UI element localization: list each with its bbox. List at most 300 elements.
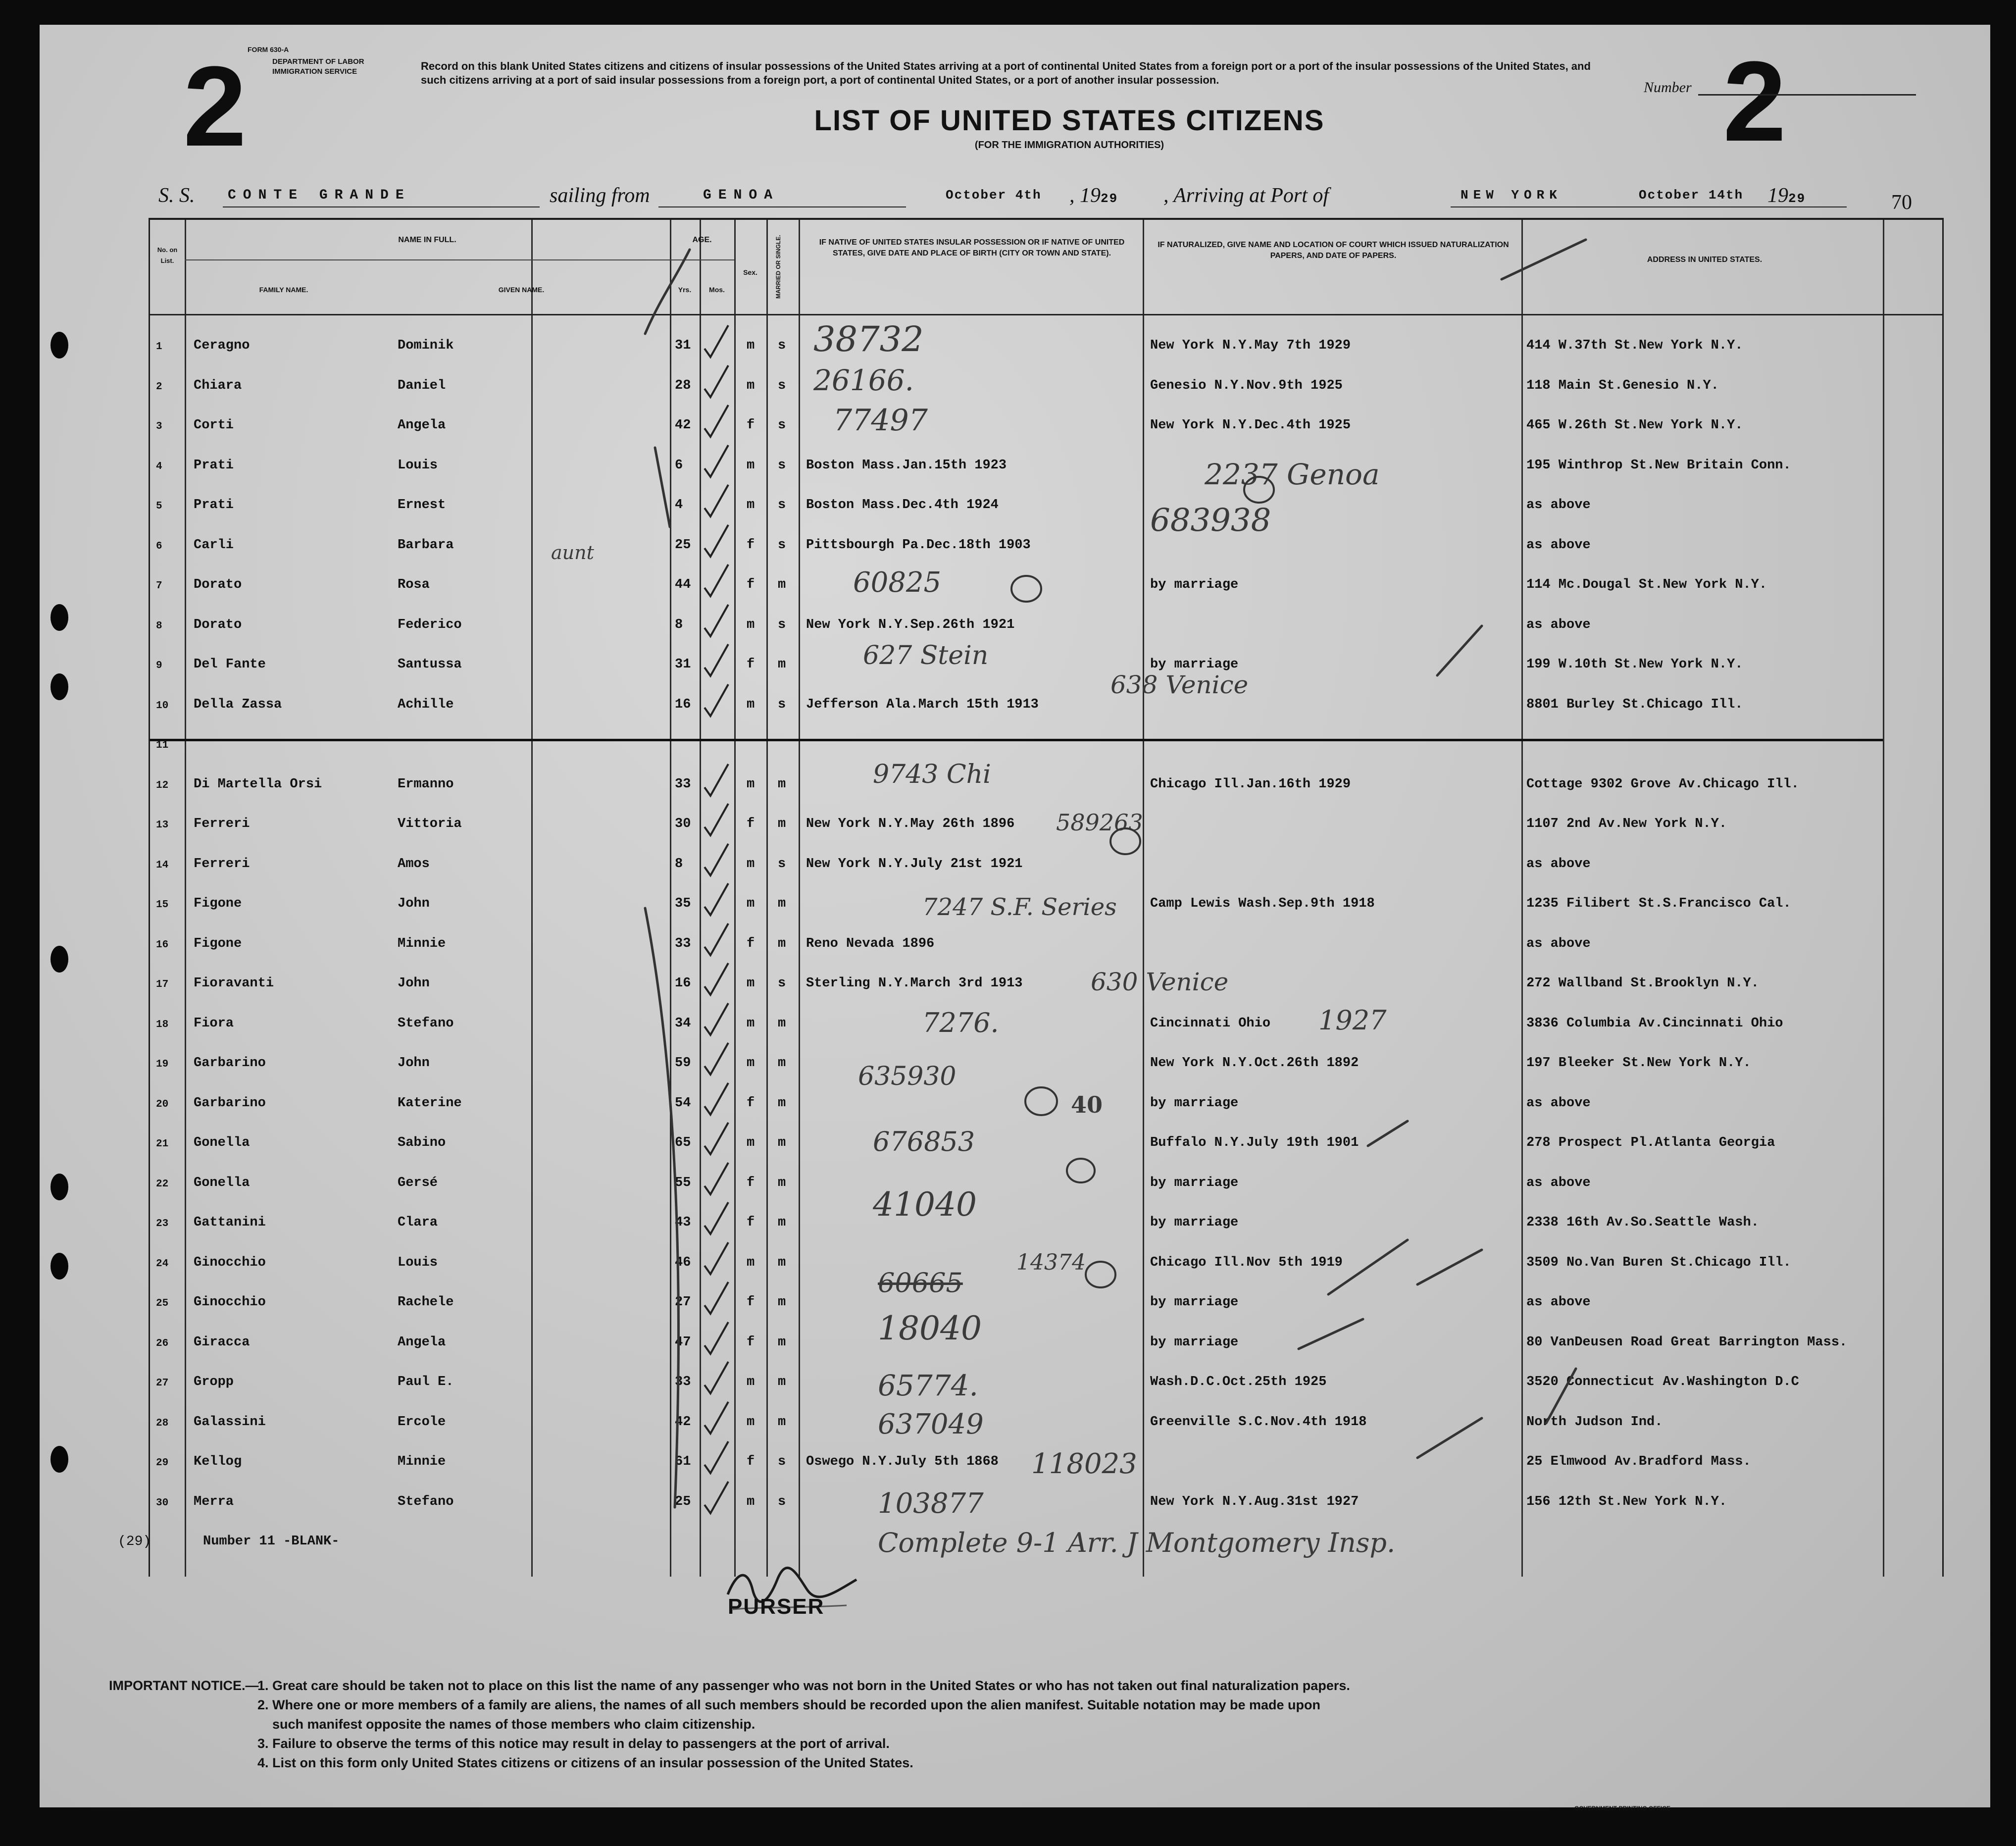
- cell-family: Dorato: [194, 577, 242, 592]
- cell-given: Clara: [398, 1215, 438, 1230]
- cell-yrs: 35: [675, 896, 691, 911]
- cell-yrs: 31: [675, 657, 691, 672]
- cell-birth: New York N.Y.July 21st 1921: [806, 856, 1023, 872]
- cell-sex: m: [747, 338, 755, 353]
- handwritten-r3: 77497: [833, 403, 928, 438]
- year-prefix-to: 19: [1767, 184, 1788, 207]
- cell-no: 2: [156, 381, 162, 393]
- cell-no: 10: [156, 700, 169, 712]
- cell-yrs: 59: [675, 1056, 691, 1071]
- cell-family: Garbarino: [194, 1095, 266, 1111]
- cell-addr: 1235 Filibert St.S.Francisco Cal.: [1526, 896, 1791, 911]
- cell-sex: f: [747, 817, 755, 831]
- handwritten-r10: 638 Venice: [1110, 670, 1249, 699]
- cell-sex: f: [747, 1175, 755, 1190]
- cell-ms: m: [778, 577, 786, 592]
- cell-family: Fioravanti: [194, 976, 274, 991]
- handwritten-r19: 635930: [858, 1062, 957, 1091]
- cell-ms: m: [778, 1135, 786, 1150]
- cell-yrs: 16: [675, 976, 691, 991]
- cell-addr: as above: [1526, 1175, 1591, 1190]
- cell-given: Federico: [398, 617, 462, 632]
- number-label: Number: [1644, 79, 1692, 96]
- col-naturalized: IF NATURALIZED, GIVE NAME AND LOCATION OF COURT WHICH ISSUED NATURALIZATION PAPERS, AND DATE OF PAPERS.: [1158, 241, 1509, 260]
- cell-addr: as above: [1526, 1095, 1591, 1111]
- cell-given: Sabino: [398, 1135, 446, 1150]
- punch-hole: [50, 332, 68, 359]
- col-sex: Sex.: [743, 268, 757, 276]
- cell-natz: by marriage: [1150, 1095, 1239, 1111]
- cell-given: Minnie: [398, 1454, 446, 1469]
- cell-no: 26: [156, 1337, 169, 1349]
- cell-ms: s: [778, 338, 786, 353]
- voyage-line: S. S. CONTE GRANDE sailing from GENOA October 4th , 1929 , Arriving at Port of NEW YORK October 14th 1929: [153, 186, 1926, 210]
- cell-given: Stefano: [398, 1016, 454, 1031]
- cell-family: Merra: [194, 1494, 234, 1509]
- col-birth: IF NATIVE OF UNITED STATES INSULAR POSSESSION OR IF NATIVE OF UNITED STATES, GIVE DATE AND PLACE OF BIRTH (CITY OR TOWN AND STATE).: [819, 238, 1125, 257]
- punch-hole: [50, 1174, 68, 1200]
- passenger-table: [149, 218, 1944, 1577]
- cell-yrs: 4: [675, 498, 683, 513]
- handwritten-r9: 627 Stein: [863, 641, 989, 670]
- cell-given: Ernest: [398, 498, 446, 513]
- cell-given: Dominik: [398, 338, 454, 353]
- handwritten-r27: 65774.: [878, 1369, 978, 1402]
- cell-sex: m: [747, 1375, 755, 1389]
- cell-ms: s: [778, 856, 786, 872]
- cell-ms: m: [778, 1414, 786, 1430]
- cell-birth: Jefferson Ala.March 15th 1913: [806, 697, 1039, 712]
- cell-addr: as above: [1526, 1295, 1591, 1310]
- cell-family: Della Zassa: [194, 697, 282, 712]
- printer-mark: GOVERNMENT PRINTING OFFICE: [1574, 1805, 1671, 1812]
- cell-ms: s: [778, 378, 786, 393]
- cell-yrs: 33: [675, 776, 691, 792]
- cell-family: Carli: [194, 537, 234, 553]
- cell-birth: Pittsbourgh Pa.Dec.18th 1903: [806, 537, 1031, 553]
- handwritten-r4: 2237 Genoa: [1205, 458, 1380, 491]
- cell-no: 25: [156, 1298, 169, 1309]
- cell-natz: by marriage: [1150, 1334, 1239, 1350]
- cell-given: Angela: [398, 418, 446, 433]
- cell-ms: m: [778, 896, 786, 911]
- handwritten-inspection-note: Complete 9-1 Arr. J Montgomery Insp.: [878, 1527, 1396, 1558]
- cell-family: Kellog: [194, 1454, 242, 1469]
- cell-given: Stefano: [398, 1494, 454, 1509]
- handwritten-r2: 26166.: [813, 363, 914, 397]
- cell-sex: m: [747, 1255, 755, 1270]
- cell-birth: Boston Mass.Jan.15th 1923: [806, 458, 1007, 473]
- col-yrs: Yrs.: [678, 286, 692, 294]
- cell-no: 9: [156, 660, 162, 671]
- pen-strokes: [150, 220, 1942, 1577]
- cell-natz: by marriage: [1150, 577, 1239, 592]
- number-line: [1698, 94, 1916, 96]
- cell-yrs: 54: [675, 1095, 691, 1111]
- cell-family: Ferreri: [194, 856, 250, 872]
- cell-addr: 414 W.37th St.New York N.Y.: [1526, 338, 1743, 353]
- handwritten-r28: 637049: [878, 1408, 984, 1440]
- cell-ms: s: [778, 1454, 786, 1469]
- cell-given: Gersé: [398, 1175, 438, 1190]
- cell-natz: by marriage: [1150, 1215, 1239, 1230]
- cell-sex: f: [747, 1215, 755, 1230]
- cell-family: Gropp: [194, 1375, 234, 1389]
- cell-ms: s: [778, 537, 786, 553]
- cell-yrs: 16: [675, 697, 691, 712]
- cell-no: 22: [156, 1178, 169, 1190]
- cell-addr: 156 12th St.New York N.Y.: [1526, 1494, 1727, 1509]
- cell-natz: New York N.Y.Dec.4th 1925: [1150, 418, 1351, 433]
- cell-given: Katerine: [398, 1095, 462, 1111]
- cell-no: 6: [156, 540, 162, 552]
- notice-1: 1. Great care should be taken not to place on this list the name of any passenger who was not born in the United States or who has not taken out final naturalization papers.: [257, 1678, 1350, 1693]
- col-name-in-full: NAME IN FULL.: [398, 236, 456, 244]
- cell-addr: as above: [1526, 537, 1591, 553]
- cell-yrs: 33: [675, 1375, 691, 1389]
- cell-family: Prati: [194, 458, 234, 473]
- cell-no: 5: [156, 501, 162, 512]
- cell-no: 1: [156, 341, 162, 353]
- port-from: GENOA: [703, 188, 780, 203]
- cell-yrs: 6: [675, 458, 683, 473]
- department-block: [193, 57, 364, 77]
- cell-no: 15: [156, 899, 169, 911]
- cell-given: Achille: [398, 697, 454, 712]
- cell-sex: m: [747, 1414, 755, 1430]
- cell-addr: as above: [1526, 936, 1591, 951]
- handwritten-aunt: aunt: [551, 542, 594, 564]
- cell-family: Del Fante: [194, 657, 266, 672]
- cell-birth: New York N.Y.May 26th 1896: [806, 817, 1015, 831]
- handwritten-r6: 683938: [1150, 502, 1271, 539]
- cell-ms: s: [778, 697, 786, 712]
- cell-addr: 114 Mc.Dougal St.New York N.Y.: [1526, 577, 1767, 592]
- year-from: 29: [1101, 191, 1118, 206]
- cell-natz: by marriage: [1150, 1295, 1239, 1310]
- blank-note: Number 11 -BLANK-: [203, 1534, 340, 1549]
- cell-natz: Camp Lewis Wash.Sep.9th 1918: [1150, 896, 1375, 911]
- record-notice: Record on this blank United States citizens and citizens of insular possessions of the United States arriving at a port of continental United States from a foreign port or a port of the insular possessions of the United States, and such citizens arriving at a port of said insular possessions from a foreign port, a port of continental United States, or a port of another insular possession.: [421, 60, 1591, 86]
- cell-sex: m: [747, 856, 755, 872]
- cell-ms: s: [778, 458, 786, 473]
- punch-hole: [50, 604, 68, 631]
- cell-addr: 2338 16th Av.So.Seattle Wash.: [1526, 1215, 1759, 1230]
- cell-no: 16: [156, 939, 169, 951]
- cell-no: 18: [156, 1019, 169, 1030]
- cell-sex: f: [747, 1295, 755, 1310]
- cell-no: 19: [156, 1059, 169, 1070]
- cell-given: Amos: [398, 856, 430, 872]
- year-to: 29: [1788, 191, 1806, 206]
- col-mos: Mos.: [709, 286, 725, 294]
- cell-natz: Buffalo N.Y.July 19th 1901: [1150, 1135, 1359, 1150]
- sailing-from-label: sailing from: [550, 184, 650, 207]
- cell-natz: Genesio N.Y.Nov.9th 1925: [1150, 378, 1343, 393]
- cell-ms: s: [778, 498, 786, 513]
- handwritten-r15: 7247 S.F. Series: [922, 893, 1117, 921]
- cell-given: Vittoria: [398, 817, 462, 831]
- cell-no: 7: [156, 580, 162, 592]
- ship-name: CONTE GRANDE: [228, 188, 411, 203]
- cell-ms: m: [778, 776, 786, 792]
- cell-yrs: 46: [675, 1255, 691, 1270]
- cell-yrs: 43: [675, 1215, 691, 1230]
- cell-no: 21: [156, 1138, 169, 1150]
- service-line: IMMIGRATION SERVICE: [272, 67, 357, 76]
- cell-given: Santussa: [398, 657, 462, 672]
- handwritten-r29: 118023: [1031, 1448, 1137, 1480]
- cell-addr: 465 W.26th St.New York N.Y.: [1526, 418, 1743, 433]
- cell-ms: m: [778, 1375, 786, 1389]
- cell-ms: m: [778, 1056, 786, 1071]
- col-given-name: GIVEN NAME.: [498, 286, 545, 294]
- handwritten-r12: 9743 Chi: [873, 760, 991, 789]
- handwritten-r17: 630 Venice: [1091, 968, 1229, 996]
- handwritten-r18b: 1927: [1318, 1005, 1387, 1036]
- ship-prefix: S. S.: [158, 184, 195, 207]
- cell-ms: m: [778, 657, 786, 672]
- cell-yrs: 30: [675, 817, 691, 831]
- cell-yrs: 44: [675, 577, 691, 592]
- cell-no: 27: [156, 1378, 169, 1389]
- cell-addr: 197 Bleeker St.New York N.Y.: [1526, 1056, 1751, 1071]
- cell-given: Ercole: [398, 1414, 446, 1430]
- cell-sex: m: [747, 1016, 755, 1031]
- cell-no: 4: [156, 461, 162, 472]
- handwritten-r24: 14374: [1016, 1250, 1086, 1275]
- cell-sex: m: [747, 776, 755, 792]
- port-from-underline: [658, 206, 906, 207]
- cell-given: Minnie: [398, 936, 446, 951]
- cell-yrs: 8: [675, 617, 683, 632]
- cell-addr: as above: [1526, 617, 1591, 632]
- handwritten-r20: 40: [1071, 1091, 1103, 1118]
- cell-given: Angela: [398, 1334, 446, 1350]
- cell-family: Di Martella Orsi: [194, 776, 322, 792]
- cell-given: Daniel: [398, 378, 446, 393]
- cell-sex: m: [747, 896, 755, 911]
- punch-hole: [50, 946, 68, 973]
- cell-family: Prati: [194, 498, 234, 513]
- cell-no: 11: [156, 740, 169, 751]
- cell-sex: m: [747, 697, 755, 712]
- cell-yrs: 65: [675, 1135, 691, 1150]
- cell-ms: m: [778, 1095, 786, 1111]
- cell-birth: New York N.Y.Sep.26th 1921: [806, 617, 1015, 632]
- cell-addr: North Judson Ind.: [1526, 1414, 1663, 1430]
- cell-yrs: 42: [675, 418, 691, 433]
- cell-given: Rosa: [398, 577, 430, 592]
- cell-ms: m: [778, 1016, 786, 1031]
- cell-addr: 80 VanDeusen Road Great Barrington Mass.: [1526, 1334, 1848, 1350]
- cell-addr: 199 W.10th St.New York N.Y.: [1526, 657, 1743, 672]
- department-line: DEPARTMENT OF LABOR: [272, 57, 364, 66]
- cell-birth: Reno Nevada 1896: [806, 936, 935, 951]
- cell-addr: Cottage 9302 Grove Av.Chicago Ill.: [1526, 776, 1799, 792]
- cell-family: Garbarino: [194, 1056, 266, 1071]
- cell-sex: m: [747, 1494, 755, 1509]
- notice-4: 4. List on this form only United States citizens or citizens of an insular possession of the United States.: [257, 1755, 913, 1770]
- cell-natz: New York N.Y.Aug.31st 1927: [1150, 1494, 1359, 1509]
- date-from: October 4th: [946, 188, 1042, 203]
- col-age: AGE.: [692, 236, 712, 244]
- page-marker: 70: [1891, 191, 1912, 214]
- cell-no: 20: [156, 1098, 169, 1110]
- cell-given: John: [398, 1056, 430, 1071]
- cell-sex: m: [747, 1056, 755, 1071]
- handwritten-r24-struck: 60665: [878, 1267, 963, 1298]
- notice-heading: IMPORTANT NOTICE.—: [109, 1678, 259, 1693]
- page-subtitle: (FOR THE IMMIGRATION AUTHORITIES): [974, 140, 1164, 151]
- handwritten-r7: 60825: [853, 566, 942, 599]
- cell-sex: f: [747, 577, 755, 592]
- cell-no: 3: [156, 421, 162, 432]
- form-number: 2: [183, 43, 247, 170]
- purser-label: PURSER: [728, 1594, 825, 1619]
- cell-natz: Greenville S.C.Nov.4th 1918: [1150, 1414, 1367, 1430]
- cell-no: 14: [156, 859, 169, 871]
- cell-addr: 3836 Columbia Av.Cincinnati Ohio: [1526, 1016, 1783, 1031]
- cell-family: Figone: [194, 896, 242, 911]
- cell-family: Figone: [194, 936, 242, 951]
- cell-family: Dorato: [194, 617, 242, 632]
- cell-family: Ginocchio: [194, 1295, 266, 1310]
- cell-no: 24: [156, 1258, 169, 1270]
- cell-family: Gonella: [194, 1135, 250, 1150]
- cell-sex: f: [747, 1095, 755, 1111]
- cell-sex: f: [747, 657, 755, 672]
- cell-ms: m: [778, 936, 786, 951]
- cell-yrs: 25: [675, 537, 691, 553]
- cell-given: Louis: [398, 1255, 438, 1270]
- cell-addr: 3520 Connecticut Av.Washington D.C: [1526, 1375, 1799, 1389]
- cell-addr: as above: [1526, 856, 1591, 872]
- handwritten-r1: 38732: [813, 319, 924, 359]
- cell-family: Galassini: [194, 1414, 266, 1430]
- punch-hole: [50, 1446, 68, 1473]
- form-number-right: 2: [1723, 38, 1786, 165]
- cell-yrs: 31: [675, 338, 691, 353]
- cell-family: Corti: [194, 418, 234, 433]
- cell-sex: m: [747, 498, 755, 513]
- cell-no: 28: [156, 1417, 169, 1429]
- cell-yrs: 25: [675, 1494, 691, 1509]
- cell-family: Ginocchio: [194, 1255, 266, 1270]
- cell-addr: 1107 2nd Av.New York N.Y.: [1526, 817, 1727, 831]
- handwritten-r25: 18040: [878, 1309, 982, 1347]
- cell-ms: m: [778, 1255, 786, 1270]
- cell-family: Chiara: [194, 378, 242, 393]
- arriving-label: Arriving at Port of: [1173, 184, 1329, 207]
- cell-natz: New York N.Y.Oct.26th 1892: [1150, 1056, 1359, 1071]
- cell-given: John: [398, 976, 430, 991]
- cell-family: Gonella: [194, 1175, 250, 1190]
- handwritten-r18: 7276.: [922, 1007, 999, 1038]
- handwritten-r30: 103877: [878, 1487, 984, 1520]
- cell-sex: m: [747, 617, 755, 632]
- cell-ms: m: [778, 817, 786, 831]
- manifest-sheet: [40, 25, 1990, 1812]
- form-id: FORM 630-A: [248, 46, 289, 53]
- handwritten-r21: 676853: [873, 1126, 975, 1157]
- cell-sex: f: [747, 418, 755, 433]
- cell-sex: f: [747, 537, 755, 553]
- page-title: LIST OF UNITED STATES CITIZENS: [814, 104, 1325, 137]
- cell-no: 23: [156, 1218, 169, 1230]
- cell-yrs: 28: [675, 378, 691, 393]
- cell-given: Barbara: [398, 537, 454, 553]
- cell-yrs: 61: [675, 1454, 691, 1469]
- cell-given: Ermanno: [398, 776, 454, 792]
- ship-underline: [223, 206, 540, 207]
- cell-ms: m: [778, 1215, 786, 1230]
- cell-natz: by marriage: [1150, 657, 1239, 672]
- cell-addr: as above: [1526, 498, 1591, 513]
- col-no: No. on List.: [157, 246, 178, 264]
- cell-family: Giracca: [194, 1334, 250, 1350]
- cell-ms: s: [778, 1494, 786, 1509]
- cell-ms: s: [778, 418, 786, 433]
- cell-addr: 272 Wallband St.Brooklyn N.Y.: [1526, 976, 1759, 991]
- notice-2: 2. Where one or more members of a family are aliens, the names of all such members should be recorded upon the alien manifest. Suitable notation may be made upon: [257, 1697, 1321, 1712]
- cell-ms: s: [778, 976, 786, 991]
- cell-yrs: 27: [675, 1295, 691, 1310]
- cell-yrs: 47: [675, 1334, 691, 1350]
- cell-natz: New York N.Y.May 7th 1929: [1150, 338, 1351, 353]
- col-address: ADDRESS IN UNITED STATES.: [1647, 256, 1763, 264]
- cell-no: 17: [156, 979, 169, 990]
- cell-birth: Sterling N.Y.March 3rd 1913: [806, 976, 1023, 991]
- cell-sex: f: [747, 1334, 755, 1350]
- punch-hole: [50, 1253, 68, 1280]
- cell-no: 13: [156, 820, 169, 831]
- cell-natz: Wash.D.C.Oct.25th 1925: [1150, 1375, 1327, 1389]
- punch-hole: [50, 673, 68, 700]
- cell-ms: m: [778, 1295, 786, 1310]
- cell-sex: m: [747, 458, 755, 473]
- year-prefix: 19: [1080, 184, 1101, 207]
- date-to: October 14th: [1639, 188, 1744, 203]
- cell-family: Fiora: [194, 1016, 234, 1031]
- cell-yrs: 33: [675, 936, 691, 951]
- cell-given: Louis: [398, 458, 438, 473]
- cell-sex: m: [747, 1135, 755, 1150]
- cell-no: 8: [156, 620, 162, 632]
- cell-ms: m: [778, 1175, 786, 1190]
- cell-natz: by marriage: [1150, 1175, 1239, 1190]
- cell-sex: f: [747, 936, 755, 951]
- notice-3: 3. Failure to observe the terms of this notice may result in delay to passengers at the port of arrival.: [257, 1736, 890, 1751]
- cell-sex: m: [747, 976, 755, 991]
- cell-natz: Cincinnati Ohio: [1150, 1016, 1271, 1031]
- cell-yrs: 55: [675, 1175, 691, 1190]
- cell-ms: s: [778, 617, 786, 632]
- cell-no: 29: [156, 1457, 169, 1469]
- cell-sex: m: [747, 378, 755, 393]
- cell-addr: 8801 Burley St.Chicago Ill.: [1526, 697, 1743, 712]
- passenger-count: (29): [118, 1534, 151, 1549]
- cell-addr: 118 Main St.Genesio N.Y.: [1526, 378, 1719, 393]
- cell-no: 12: [156, 779, 169, 791]
- cell-natz: Chicago Ill.Jan.16th 1929: [1150, 776, 1351, 792]
- cell-given: John: [398, 896, 430, 911]
- cell-addr: 3509 No.Van Buren St.Chicago Ill.: [1526, 1255, 1791, 1270]
- cell-addr: 25 Elmwood Av.Bradford Mass.: [1526, 1454, 1751, 1469]
- cell-yrs: 42: [675, 1414, 691, 1430]
- cell-yrs: 34: [675, 1016, 691, 1031]
- cell-natz: Chicago Ill.Nov 5th 1919: [1150, 1255, 1343, 1270]
